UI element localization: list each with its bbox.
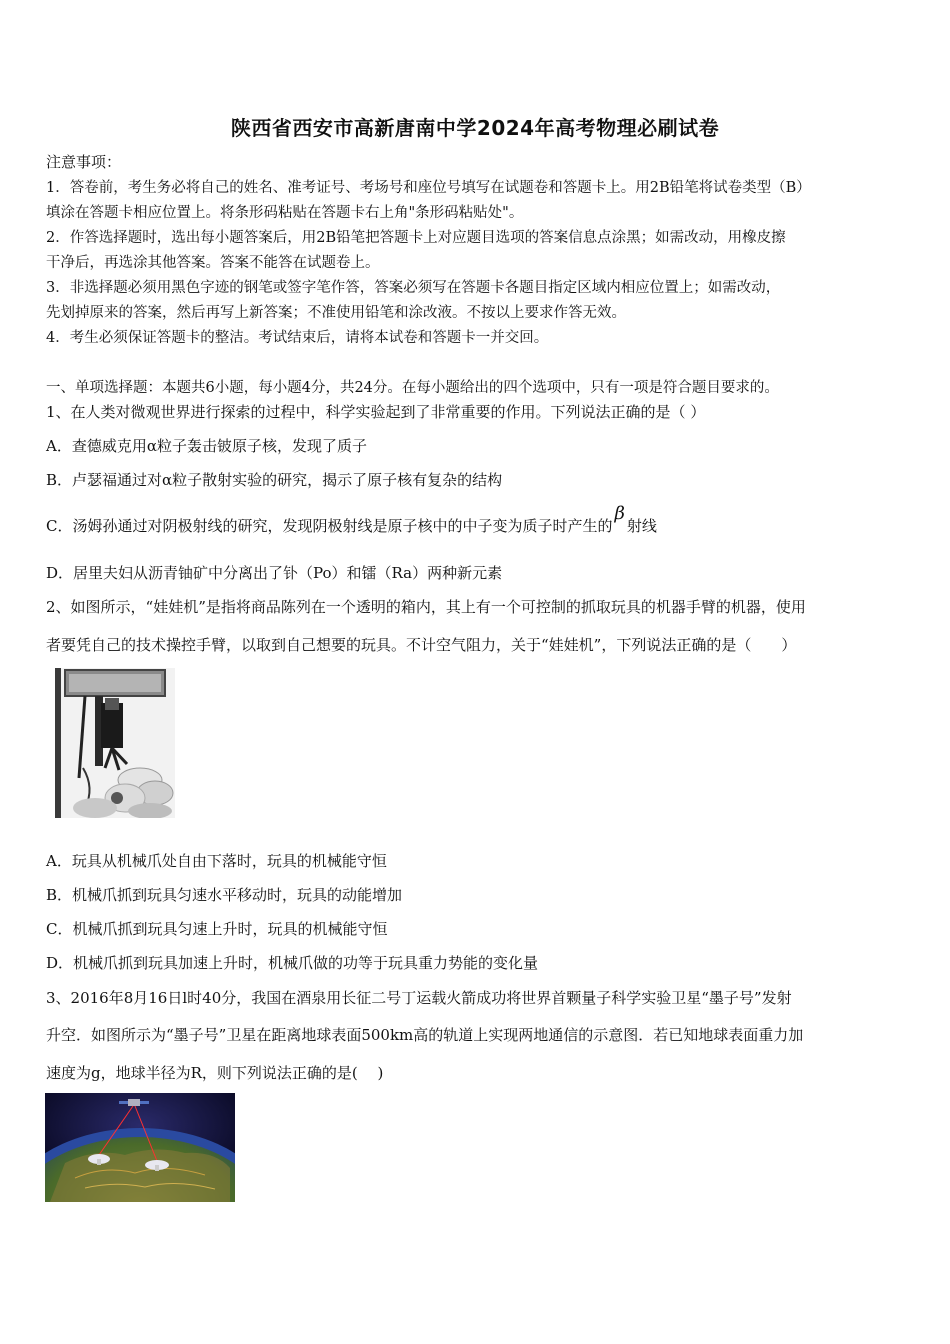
- notice-line: 填涂在答题卡相应位置上。将条形码粘贴在答题卡右上角"条形码粘贴处"。: [46, 205, 524, 221]
- satellite-earth-image: [45, 1093, 235, 1202]
- q2-option-d: D．机械爪抓到玩具加速上升时，机械爪做的功等于玩具重力势能的变化量: [46, 954, 539, 972]
- q1-option-a: A．查德威克用α粒子轰击铍原子核，发现了质子: [46, 437, 367, 455]
- q2-option-c: C．机械爪抓到玩具匀速上升时，玩具的机械能守恒: [46, 920, 388, 938]
- notice-line: 先划掉原来的答案，然后再写上新答案；不准使用铅笔和涂改液。不按以上要求作答无效。: [46, 305, 626, 321]
- q1-stem: 1、在人类对微观世界进行探索的过程中，科学实验起到了非常重要的作用。下列说法正确的是（ ）: [46, 403, 706, 421]
- q2-option-a: A．玩具从机械爪处自由下落时，玩具的机械能守恒: [46, 852, 387, 870]
- q2-option-b: B．机械爪抓到玩具匀速水平移动时，玩具的动能增加: [46, 886, 403, 904]
- q3-stem-cont: 升空．如图所示为“墨子号”卫星在距离地球表面500km高的轨道上实现两地通信的示意图．若已知地球表面重力加: [46, 1026, 804, 1044]
- notice-line: 3．非选择题必须用黑色字迹的钢笔或签字笔作答，答案必须写在答题卡各题目指定区域内相应位置上；如需改动，: [46, 280, 781, 296]
- q3-stem: 3、2016年8月16日l时40分，我国在酒泉用长征二号丁运载火箭成功将世界首颗量子科学实验卫星“墨子号”发射: [46, 989, 792, 1007]
- notice-line: 4．考生必须保证答题卡的整洁。考试结束后，请将本试卷和答题卡一并交回。: [46, 330, 549, 346]
- q1-option-c-text: C．汤姆孙通过对阴极射线的研究，发现阴极射线是原子核中的中子变为质子时产生的: [46, 517, 613, 535]
- q1-option-c-tail: 射线: [626, 517, 657, 535]
- notice-heading: 注意事项：: [46, 153, 122, 171]
- notice-line: 1．答卷前，考生务必将自己的姓名、准考证号、考场号和座位号填写在试题卷和答题卡上。用2B铅笔将试卷类型（B）: [46, 180, 811, 196]
- beta-symbol: β: [614, 503, 625, 524]
- notice-line: 2．作答选择题时，选出每小题答案后，用2B铅笔把答题卡上对应题目选项的答案信息点涂黑；如需改动，用橡皮擦: [46, 230, 786, 246]
- q1-option-d: D．居里夫妇从沥青铀矿中分离出了钋（Po）和镭（Ra）两种新元素: [46, 564, 503, 582]
- q3-stem-cont: 速度为g，地球半径为R，则下列说法正确的是( ): [46, 1064, 384, 1082]
- q1-option-b: B．卢瑟福通过对α粒子散射实验的研究，揭示了原子核有复杂的结构: [46, 471, 503, 489]
- notice-line: 干净后，再选涂其他答案。答案不能答在试题卷上。: [46, 255, 380, 271]
- q1-option-c: [46, 503, 657, 536]
- page-title: 陕西省西安市高新唐南中学2024年高考物理必刷试卷: [230, 116, 720, 140]
- q2-stem: 2、如图所示，“娃娃机”是指将商品陈列在一个透明的箱内，其上有一个可控制的抓取玩具的机器手臂的机器，使用: [46, 598, 806, 616]
- section-heading: 一、单项选择题：本题共6小题，每小题4分，共24分。在每小题给出的四个选项中，只有一项是符合题目要求的。: [46, 380, 779, 396]
- q2-stem-cont: 者要凭自己的技术操控手臂，以取到自己想要的玩具。不计空气阻力，关于“娃娃机”，下列说法正确的是（ ）: [46, 636, 797, 654]
- claw-machine-image: [55, 668, 175, 818]
